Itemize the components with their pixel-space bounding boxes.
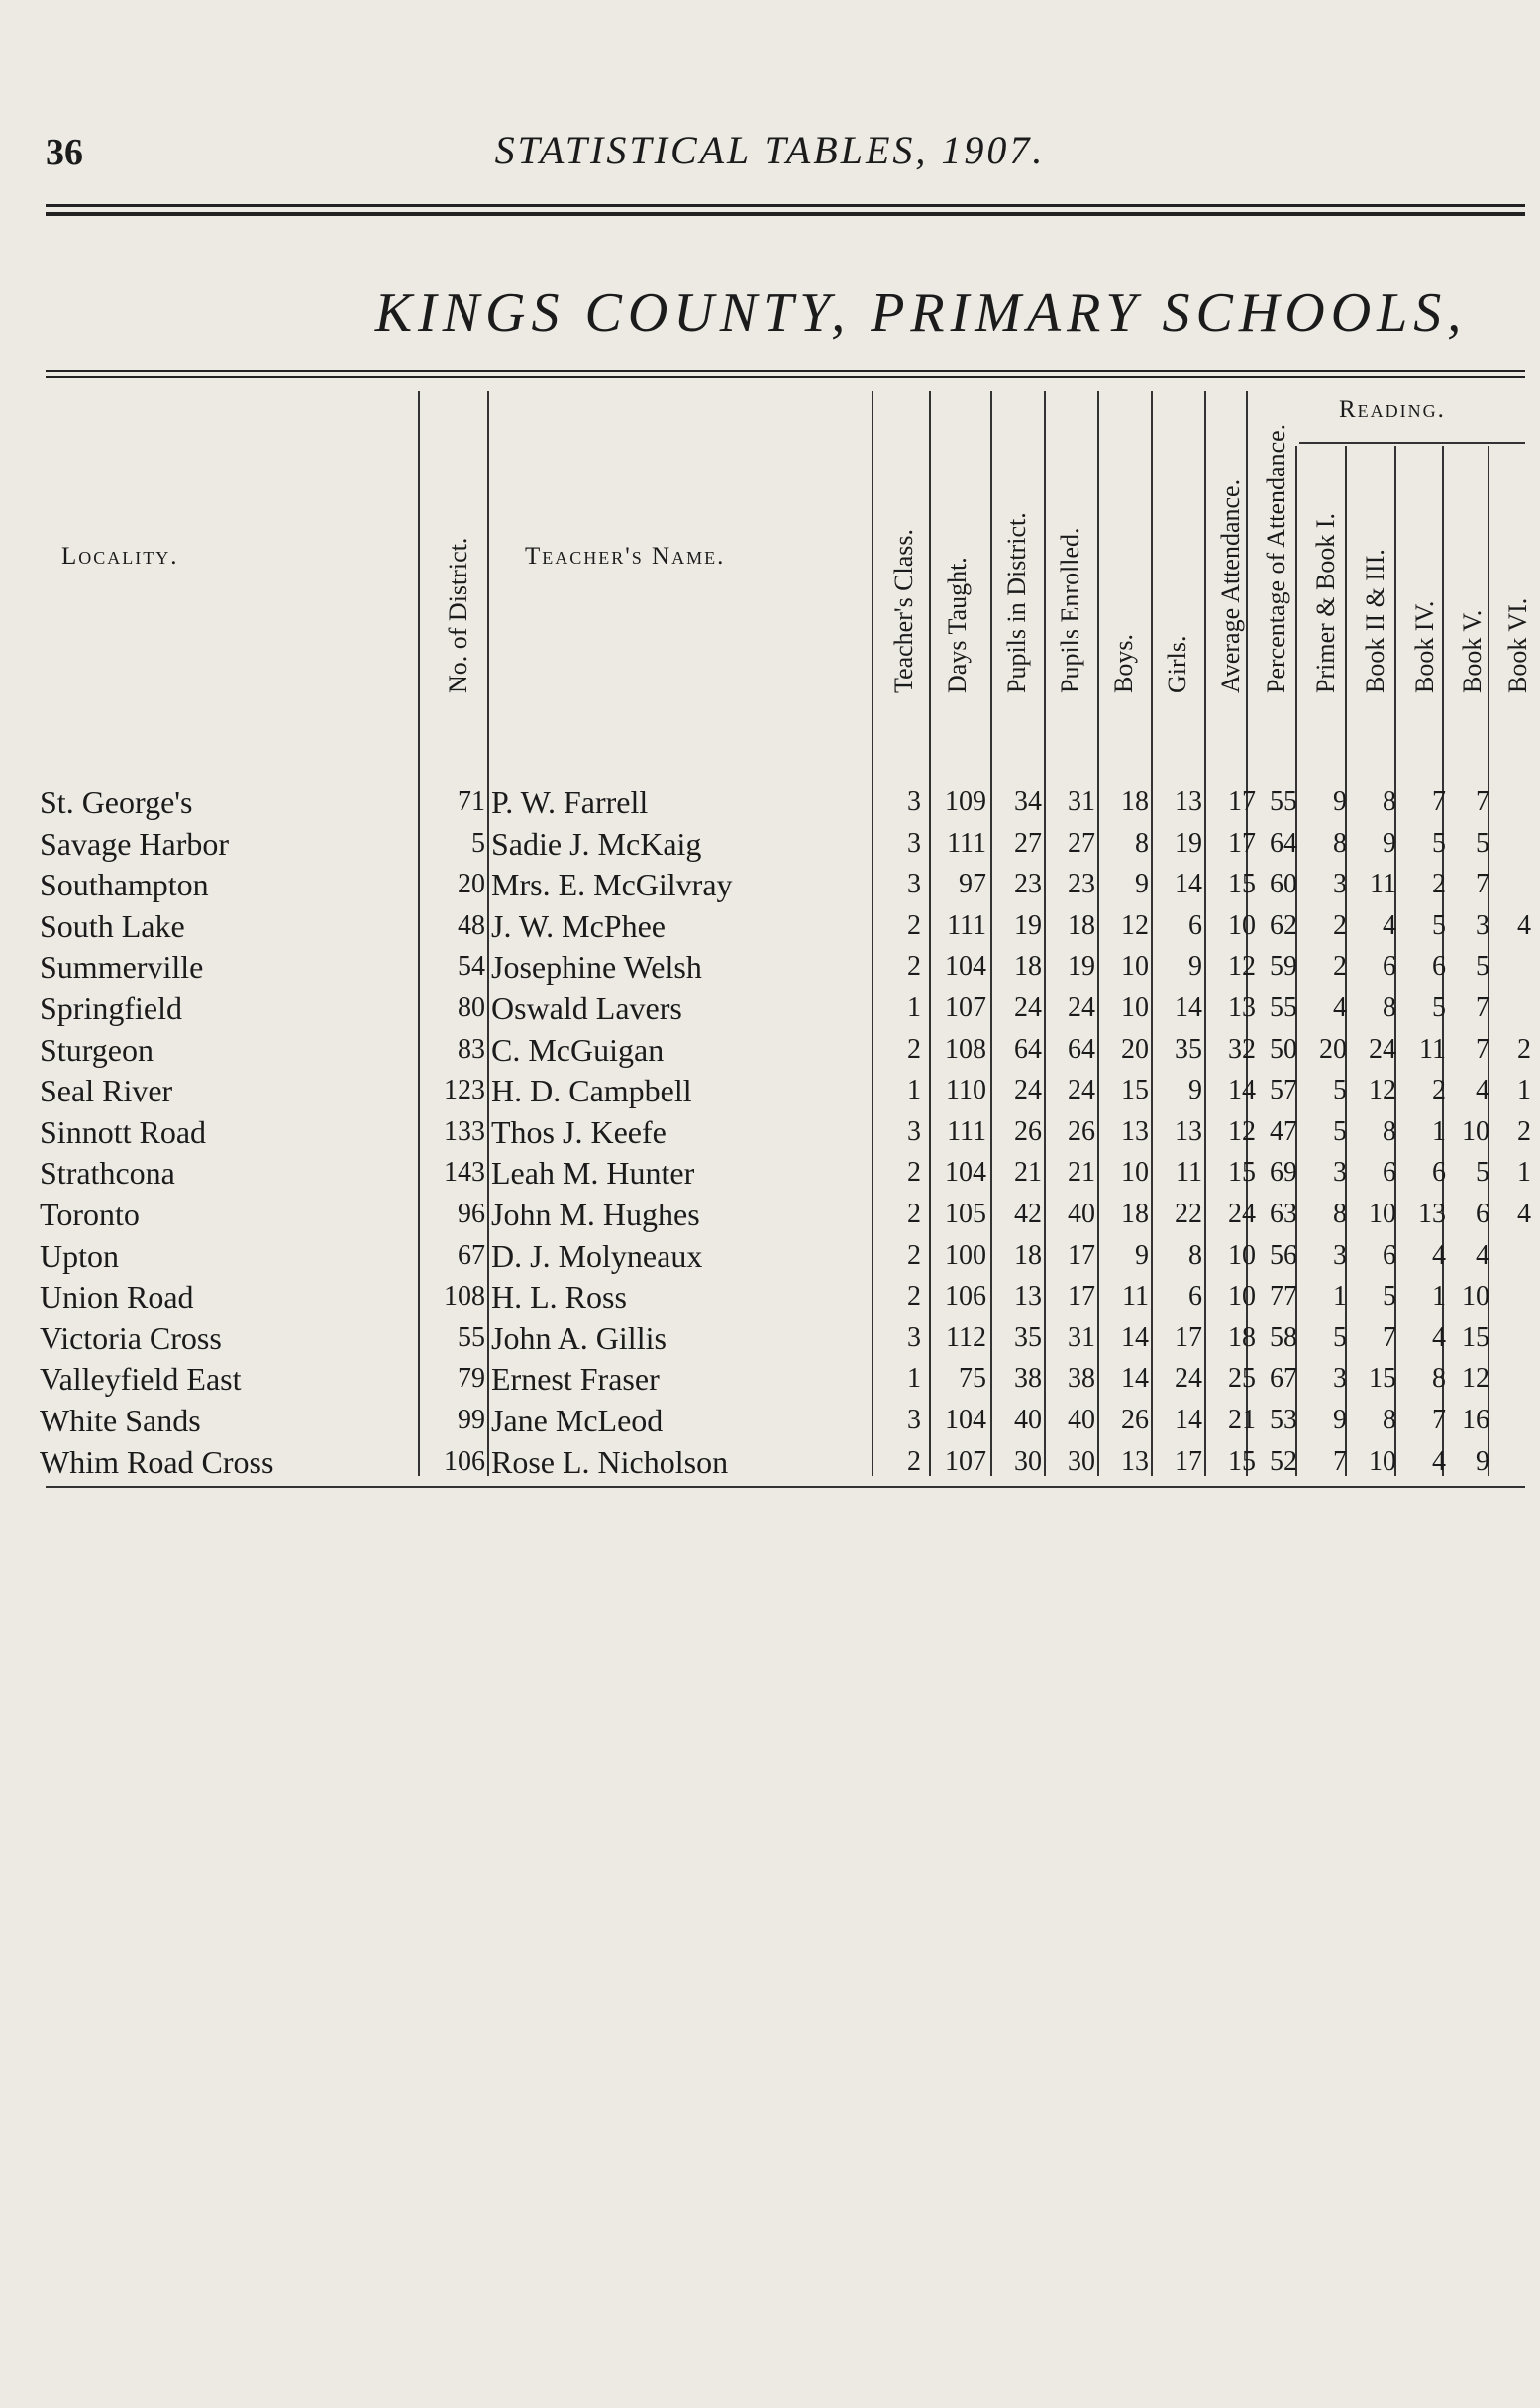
book2-cell: 10 (1369, 1445, 1396, 1477)
primer-cell: 1 (1333, 1281, 1347, 1312)
header-girls-label: Girls. (1163, 635, 1191, 693)
pct-cell: 77 (1270, 1281, 1297, 1312)
locality-cell: St. George's (40, 785, 193, 820)
primer-cell: 2 (1333, 909, 1347, 941)
district-cell: 83 (458, 1033, 485, 1065)
boys-cell: 14 (1121, 1363, 1149, 1395)
pct-cell: 55 (1270, 993, 1297, 1023)
pupils-cell: 24 (1014, 1075, 1042, 1106)
pupils-cell: 24 (1014, 993, 1042, 1023)
locality-cell: Savage Harbor (40, 825, 230, 862)
enrolled-cell: 40 (1068, 1199, 1095, 1229)
district-cell: 71 (458, 786, 485, 817)
teacher-cell: Sadie J. McKaig (491, 825, 702, 862)
book5-cell: 16 (1462, 1405, 1489, 1435)
book5-cell: 4 (1476, 1239, 1489, 1271)
class-cell: 3 (907, 1115, 921, 1147)
primer-cell: 9 (1333, 1405, 1347, 1435)
header-boys-label: Boys. (1109, 634, 1138, 693)
book2-cell: 8 (1383, 993, 1396, 1023)
locality-cell: Valleyfield East (40, 1361, 242, 1398)
avg-cell: 15 (1228, 1157, 1256, 1189)
avg-cell: 17 (1228, 827, 1256, 859)
boys-cell: 10 (1121, 1157, 1149, 1189)
book2-cell: 8 (1383, 1115, 1396, 1147)
book4-cell: 2 (1432, 1075, 1446, 1106)
enrolled-cell: 30 (1068, 1445, 1095, 1477)
book4-cell: 6 (1432, 951, 1446, 983)
district-cell: 133 (444, 1115, 485, 1147)
days-cell: 112 (946, 1321, 986, 1353)
district-cell: 54 (458, 951, 485, 983)
enrolled-cell: 38 (1068, 1363, 1095, 1395)
teacher-cell: Thos J. Keefe (491, 1113, 667, 1150)
teacher-cell: C. McGuigan (491, 1031, 665, 1068)
avg-cell: 10 (1228, 909, 1256, 941)
book5-cell: 3 (1476, 909, 1489, 941)
enrolled-cell: 17 (1068, 1281, 1095, 1312)
boys-cell: 10 (1121, 993, 1149, 1023)
header-days-label: Days Taught. (943, 557, 972, 693)
boys-cell: 9 (1135, 869, 1149, 900)
girls-cell: 9 (1188, 951, 1202, 983)
days-cell: 106 (945, 1281, 986, 1312)
class-cell: 3 (907, 786, 921, 817)
pupils-cell: 13 (1014, 1281, 1042, 1312)
book4-cell: 1 (1432, 1115, 1446, 1147)
header-teacher: Teacher's Name. (525, 543, 726, 570)
pct-cell: 57 (1270, 1075, 1297, 1106)
class-cell: 2 (907, 1157, 921, 1189)
girls-cell: 14 (1175, 1405, 1202, 1435)
class-cell: 1 (907, 1363, 921, 1395)
enrolled-cell: 19 (1068, 951, 1095, 983)
book4-cell: 7 (1432, 786, 1446, 817)
pct-cell: 59 (1270, 951, 1297, 983)
book5-cell: 6 (1476, 1199, 1489, 1229)
days-cell: 109 (945, 786, 986, 817)
days-cell: 111 (947, 827, 986, 859)
book2-cell: 10 (1369, 1199, 1396, 1229)
locality-cell: Strathcona (40, 1155, 175, 1192)
reading-underline (1299, 442, 1525, 444)
locality-cell: Sinnott Road (40, 1113, 207, 1150)
district-cell: 99 (458, 1405, 485, 1435)
book5-cell: 5 (1476, 951, 1489, 983)
pct-cell: 67 (1270, 1363, 1297, 1395)
girls-cell: 17 (1175, 1321, 1202, 1353)
girls-cell: 8 (1188, 1239, 1202, 1271)
class-cell: 2 (907, 1199, 921, 1229)
book4-cell: 1 (1432, 1281, 1446, 1312)
avg-cell: 25 (1228, 1363, 1256, 1395)
header-reading: Reading. (1339, 396, 1446, 423)
primer-cell: 3 (1333, 1363, 1347, 1395)
boys-cell: 14 (1121, 1321, 1149, 1353)
book4-cell: 4 (1432, 1321, 1446, 1353)
book4-cell: 5 (1432, 993, 1446, 1023)
boys-cell: 13 (1121, 1445, 1149, 1477)
header-pct-attendance-label: Percentage of Attendance. (1262, 423, 1290, 693)
book5-cell: 7 (1476, 1033, 1489, 1065)
avg-cell: 17 (1228, 786, 1256, 817)
teacher-cell: John A. Gillis (491, 1319, 667, 1356)
header-pupils-enrolled-label: Pupils Enrolled. (1056, 527, 1084, 693)
girls-cell: 6 (1188, 909, 1202, 941)
primer-cell: 20 (1319, 1033, 1347, 1065)
avg-cell: 15 (1228, 869, 1256, 900)
days-cell: 108 (945, 1033, 986, 1065)
locality-cell: Sturgeon (40, 1031, 154, 1068)
avg-cell: 21 (1228, 1405, 1256, 1435)
header-class-label: Teacher's Class. (889, 528, 918, 693)
locality-cell: Southampton (40, 867, 209, 903)
book2-cell: 5 (1383, 1281, 1396, 1312)
book4-cell: 8 (1432, 1363, 1446, 1395)
book6-cell: 1 (1517, 1157, 1531, 1189)
enrolled-cell: 17 (1068, 1239, 1095, 1271)
days-cell: 111 (947, 1115, 986, 1147)
header-avg-attendance-label: Average Attendance. (1216, 478, 1245, 693)
book5-cell: 10 (1462, 1115, 1489, 1147)
teacher-cell: D. J. Molyneaux (491, 1237, 703, 1274)
primer-cell: 9 (1333, 786, 1347, 817)
enrolled-cell: 27 (1068, 827, 1095, 859)
boys-cell: 10 (1121, 951, 1149, 983)
district-cell: 123 (444, 1075, 485, 1106)
girls-cell: 9 (1188, 1075, 1202, 1106)
pct-cell: 58 (1270, 1321, 1297, 1353)
primer-cell: 5 (1333, 1321, 1347, 1353)
avg-cell: 32 (1228, 1033, 1256, 1065)
locality-cell: Toronto (40, 1197, 140, 1232)
header-rule-1 (46, 370, 1525, 372)
pct-cell: 52 (1270, 1445, 1297, 1477)
days-cell: 111 (947, 909, 986, 941)
avg-cell: 24 (1228, 1199, 1256, 1229)
class-cell: 2 (907, 909, 921, 941)
book2-cell: 8 (1383, 1405, 1396, 1435)
class-cell: 3 (907, 1321, 921, 1353)
locality-cell: Victoria Cross (40, 1319, 222, 1356)
pct-cell: 55 (1270, 786, 1297, 817)
enrolled-cell: 21 (1068, 1157, 1095, 1189)
locality-cell: Whim Road Cross (40, 1443, 274, 1480)
book2-cell: 24 (1369, 1033, 1396, 1065)
enrolled-cell: 23 (1068, 869, 1095, 900)
district-cell: 48 (458, 909, 485, 941)
book2-cell: 11 (1370, 869, 1396, 900)
primer-cell: 5 (1333, 1075, 1347, 1106)
district-cell: 106 (444, 1445, 485, 1477)
top-rule-2 (46, 212, 1525, 216)
pupils-cell: 21 (1014, 1157, 1042, 1189)
girls-cell: 19 (1175, 827, 1202, 859)
book5-cell: 7 (1476, 993, 1489, 1023)
enrolled-cell: 31 (1068, 786, 1095, 817)
teacher-cell: John M. Hughes (491, 1197, 700, 1232)
primer-cell: 8 (1333, 1199, 1347, 1229)
class-cell: 3 (907, 1405, 921, 1435)
book6-cell: 4 (1517, 1199, 1531, 1229)
district-cell: 5 (471, 827, 485, 859)
book2-cell: 6 (1383, 1157, 1396, 1189)
days-cell: 104 (945, 1405, 986, 1435)
top-rule-1 (46, 204, 1525, 207)
enrolled-cell: 31 (1068, 1321, 1095, 1353)
primer-cell: 2 (1333, 951, 1347, 983)
enrolled-cell: 24 (1068, 993, 1095, 1023)
boys-cell: 18 (1121, 1199, 1149, 1229)
book5-cell: 10 (1462, 1281, 1489, 1312)
pupils-cell: 18 (1014, 1239, 1042, 1271)
girls-cell: 17 (1175, 1445, 1202, 1477)
book4-cell: 4 (1432, 1445, 1446, 1477)
class-cell: 2 (907, 1445, 921, 1477)
primer-cell: 7 (1333, 1445, 1347, 1477)
header-book6-label: Book VI. (1503, 597, 1532, 693)
district-cell: 96 (458, 1199, 485, 1229)
book6-cell: 2 (1517, 1033, 1531, 1065)
days-cell: 110 (946, 1075, 986, 1106)
pupils-cell: 26 (1014, 1115, 1042, 1147)
primer-cell: 4 (1333, 993, 1347, 1023)
primer-cell: 3 (1333, 1157, 1347, 1189)
pupils-cell: 23 (1014, 869, 1042, 900)
running-head: STATISTICAL TABLES, 1907. (494, 128, 1046, 172)
book5-cell: 9 (1476, 1445, 1489, 1477)
book6-cell: 2 (1517, 1115, 1531, 1147)
header-district-label: No. of District. (444, 537, 472, 693)
boys-cell: 20 (1121, 1033, 1149, 1065)
book2-cell: 6 (1383, 951, 1396, 983)
book2-cell: 8 (1383, 786, 1396, 817)
class-cell: 2 (907, 1281, 921, 1312)
class-cell: 3 (907, 869, 921, 900)
pct-cell: 63 (1270, 1199, 1297, 1229)
district-cell: 67 (458, 1239, 485, 1271)
book5-cell: 7 (1476, 869, 1489, 900)
pupils-cell: 19 (1014, 909, 1042, 941)
book4-cell: 5 (1432, 827, 1446, 859)
pupils-cell: 42 (1014, 1199, 1042, 1229)
locality-cell: Union Road (40, 1279, 194, 1315)
rule-after-teacher (872, 391, 873, 1476)
boys-cell: 11 (1122, 1281, 1149, 1312)
header-book2-label: Book II & III. (1361, 549, 1389, 693)
pupils-cell: 18 (1014, 951, 1042, 983)
header-pupils-district-label: Pupils in District. (1002, 512, 1031, 693)
pupils-cell: 27 (1014, 827, 1042, 859)
class-cell: 3 (907, 827, 921, 859)
days-cell: 107 (945, 1445, 986, 1477)
book2-cell: 4 (1383, 909, 1396, 941)
teacher-cell: H. D. Campbell (491, 1073, 692, 1109)
girls-cell: 13 (1175, 786, 1202, 817)
days-cell: 75 (959, 1363, 986, 1395)
book2-cell: 15 (1369, 1363, 1396, 1395)
pct-cell: 64 (1270, 827, 1297, 859)
pupils-cell: 40 (1014, 1405, 1042, 1435)
pct-cell: 56 (1270, 1239, 1297, 1271)
pct-cell: 69 (1270, 1157, 1297, 1189)
pupils-cell: 64 (1014, 1033, 1042, 1065)
book5-cell: 5 (1476, 827, 1489, 859)
book6-cell: 1 (1517, 1075, 1531, 1106)
girls-cell: 11 (1176, 1157, 1202, 1189)
primer-cell: 3 (1333, 1239, 1347, 1271)
district-cell: 108 (444, 1281, 485, 1312)
avg-cell: 12 (1228, 1115, 1256, 1147)
class-cell: 1 (907, 993, 921, 1023)
avg-cell: 13 (1228, 993, 1256, 1023)
days-cell: 107 (945, 993, 986, 1023)
pct-cell: 60 (1270, 869, 1297, 900)
header-book5-label: Book V. (1458, 609, 1487, 693)
book5-cell: 5 (1476, 1157, 1489, 1189)
book2-cell: 6 (1383, 1239, 1396, 1271)
enrolled-cell: 18 (1068, 909, 1095, 941)
book5-cell: 7 (1476, 786, 1489, 817)
book4-cell: 7 (1432, 1405, 1446, 1435)
boys-cell: 9 (1135, 1239, 1149, 1271)
pct-cell: 53 (1270, 1405, 1297, 1435)
header-primer-label: Primer & Book I. (1311, 513, 1340, 693)
teacher-cell: Mrs. E. McGilvray (491, 867, 733, 903)
boys-cell: 13 (1121, 1115, 1149, 1147)
pct-cell: 50 (1270, 1033, 1297, 1065)
days-cell: 97 (959, 869, 986, 900)
locality-cell: Summerville (40, 949, 204, 986)
pct-cell: 62 (1270, 909, 1297, 941)
teacher-cell: Rose L. Nicholson (491, 1443, 729, 1480)
days-cell: 105 (945, 1199, 986, 1229)
district-cell: 79 (458, 1363, 485, 1395)
class-cell: 2 (907, 1239, 921, 1271)
girls-cell: 14 (1175, 993, 1202, 1023)
pupils-cell: 30 (1014, 1445, 1042, 1477)
book4-cell: 5 (1432, 909, 1446, 941)
teacher-cell: Leah M. Hunter (491, 1155, 695, 1192)
header-rule-2 (46, 376, 1525, 378)
avg-cell: 10 (1228, 1281, 1256, 1312)
locality-cell: South Lake (40, 907, 185, 944)
teacher-cell: Ernest Fraser (491, 1361, 660, 1398)
primer-cell: 5 (1333, 1115, 1347, 1147)
book2-cell: 12 (1369, 1075, 1396, 1106)
class-cell: 2 (907, 951, 921, 983)
girls-cell: 6 (1188, 1281, 1202, 1312)
table-bottom-rule (46, 1486, 1525, 1488)
teacher-cell: J. W. McPhee (491, 907, 666, 944)
avg-cell: 18 (1228, 1321, 1256, 1353)
days-cell: 104 (945, 951, 986, 983)
teacher-cell: P. W. Farrell (491, 785, 649, 820)
teacher-cell: H. L. Ross (491, 1279, 627, 1315)
pct-cell: 47 (1270, 1115, 1297, 1147)
avg-cell: 10 (1228, 1239, 1256, 1271)
district-cell: 20 (458, 869, 485, 900)
boys-cell: 18 (1121, 786, 1149, 817)
book5-cell: 12 (1462, 1363, 1489, 1395)
primer-cell: 8 (1333, 827, 1347, 859)
girls-cell: 24 (1175, 1363, 1202, 1395)
book2-cell: 7 (1383, 1321, 1396, 1353)
days-cell: 104 (945, 1157, 986, 1189)
avg-cell: 14 (1228, 1075, 1256, 1106)
boys-cell: 15 (1121, 1075, 1149, 1106)
boys-cell: 26 (1121, 1405, 1149, 1435)
boys-cell: 12 (1121, 909, 1149, 941)
district-cell: 55 (458, 1321, 485, 1353)
pupils-cell: 38 (1014, 1363, 1042, 1395)
table-subtitle: KINGS COUNTY, PRIMARY SCHOOLS, (374, 282, 1468, 344)
class-cell: 2 (907, 1033, 921, 1065)
girls-cell: 14 (1175, 869, 1202, 900)
enrolled-cell: 64 (1068, 1033, 1095, 1065)
book5-cell: 4 (1476, 1075, 1489, 1106)
enrolled-cell: 24 (1068, 1075, 1095, 1106)
teacher-cell: Jane McLeod (491, 1403, 664, 1438)
pupils-cell: 34 (1014, 786, 1042, 817)
district-cell: 143 (444, 1157, 485, 1189)
days-cell: 100 (945, 1239, 986, 1271)
header-locality: Locality. (61, 543, 179, 570)
locality-cell: Springfield (40, 991, 182, 1026)
pupils-cell: 35 (1014, 1321, 1042, 1353)
locality-cell: Upton (40, 1237, 119, 1274)
book4-cell: 13 (1418, 1199, 1446, 1229)
girls-cell: 35 (1175, 1033, 1202, 1065)
boys-cell: 8 (1135, 827, 1149, 859)
book4-cell: 2 (1432, 869, 1446, 900)
enrolled-cell: 40 (1068, 1405, 1095, 1435)
book6-cell: 4 (1517, 909, 1531, 941)
class-cell: 1 (907, 1075, 921, 1106)
book4-cell: 4 (1432, 1239, 1446, 1271)
girls-cell: 13 (1175, 1115, 1202, 1147)
book2-cell: 9 (1383, 827, 1396, 859)
district-cell: 80 (458, 993, 485, 1023)
book4-cell: 6 (1432, 1157, 1446, 1189)
book4-cell: 11 (1419, 1033, 1446, 1065)
teacher-cell: Oswald Lavers (491, 991, 682, 1026)
header-book4-label: Book IV. (1410, 600, 1439, 693)
rule-after-district (487, 391, 489, 1476)
avg-cell: 15 (1228, 1445, 1256, 1477)
book5-cell: 15 (1462, 1321, 1489, 1353)
teacher-cell: Josephine Welsh (491, 949, 702, 986)
girls-cell: 22 (1175, 1199, 1202, 1229)
enrolled-cell: 26 (1068, 1115, 1095, 1147)
page-number: 36 (46, 132, 83, 173)
primer-cell: 3 (1333, 869, 1347, 900)
avg-cell: 12 (1228, 951, 1256, 983)
locality-cell: White Sands (40, 1403, 201, 1438)
locality-cell: Seal River (40, 1073, 173, 1109)
